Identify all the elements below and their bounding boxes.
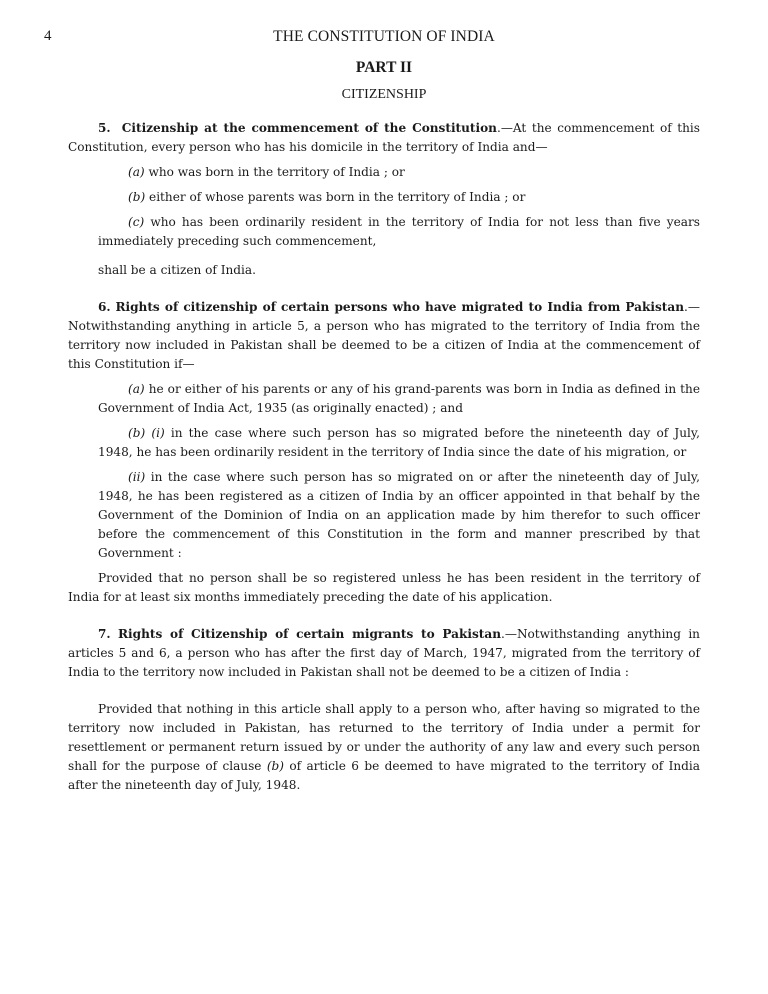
article-5-clause-a <box>68 163 700 182</box>
clause-text: who has been ordinarily resident in the territory of India for not less than five years immediately preceding such commencement, <box>98 215 700 248</box>
proviso-text: of article 6 be deemed to have migrated to the territory of India after the nineteenth day of July, 1948. <box>68 759 701 792</box>
article-5-number: 5. <box>98 121 111 135</box>
clause-label: (b) <box>128 190 146 204</box>
article-5-intro <box>68 119 700 157</box>
clause-label: (c) <box>128 215 145 229</box>
clause-label: (a) <box>128 165 145 179</box>
clause-text: in the case where such person has so migrated on or after the nineteenth day of July, 1948, he has been registered as a citizen of India by an officer appointed in that behalf by the Government of the Dominion of India on an application made by him therefor to such officer before the commencement of this Constitution in the form and manner prescribed by that Government : <box>98 470 700 560</box>
article-7-intro <box>68 625 700 682</box>
article-7-proviso <box>68 700 700 795</box>
article-6-proviso: Provided that no person shall be so registered unless he has been resident in the territory of India for at least six months immediately preceding the date of his application. <box>68 571 700 604</box>
article-7-heading: Rights of Citizenship of certain migrants to Pakistan <box>118 627 501 641</box>
part-title: CITIZENSHIP <box>341 87 427 102</box>
article-7-number: 7. <box>98 627 111 641</box>
running-title: THE CONSTITUTION OF INDIA <box>273 28 495 45</box>
article-6-text: .—Notwithstanding anything in article 5, a person who has migrated to the territory of India from the territory now included in Pakistan shall be deemed to be a citizen of India at the commencement of this Constitution if— <box>68 300 700 371</box>
document-body <box>68 119 700 795</box>
part-heading: PART II <box>355 59 413 76</box>
clause-text: either of whose parents was born in the territory of India ; or <box>145 190 526 204</box>
page-number: 4 <box>44 28 52 44</box>
article-5-clause-b <box>68 188 700 207</box>
subclause-label: (i) <box>151 426 165 440</box>
article-5-closing: shall be a citizen of India. <box>98 263 256 277</box>
article-6-clause-b-i <box>68 424 700 462</box>
clause-text: in the case where such person has so migrated before the nineteenth day of July, 1948, he has been ordinarily resident in the territory of India since the date of his migration, or <box>98 426 700 459</box>
article-7-text: .—Notwithstanding anything in articles 5 and 6, a person who has after the first day of March, 1947, migrated from the territory of India to the territory now included in Pakistan shall not be deemed to be a citizen of India : <box>68 627 700 679</box>
article-6-number: 6. <box>98 300 111 314</box>
clause-text: who was born in the territory of India ; or <box>144 165 405 179</box>
article-6-intro <box>68 298 700 374</box>
proviso-text: Provided that nothing in this article shall apply to a person who, after having so migrated to the territory now included in Pakistan, has returned to the territory of India under a permit for resettlement or permanent return issued by or under the authority of any law and every such person shall for the purpose of clause <box>68 702 700 773</box>
clause-label: (b) <box>128 426 146 440</box>
article-6-clause-b-ii <box>68 468 700 563</box>
article-5-text: .—At the commencement of this Constitution, every person who has his domicile in the territory of India and— <box>68 121 700 154</box>
article-6-heading: Rights of citizenship of certain persons who have migrated to India from Pakistan <box>115 300 685 314</box>
subclause-label: (ii) <box>128 470 146 484</box>
running-header <box>44 28 700 48</box>
clause-label: (b) <box>266 759 284 773</box>
clause-label: (a) <box>128 382 145 396</box>
article-5-heading: Citizenship at the commencement of the Constitution <box>121 121 497 135</box>
clause-text: he or either of his parents or any of his grand-parents was born in India as defined in the Government of India Act, 1935 (as originally enacted) ; and <box>98 382 700 415</box>
article-6-clause-a <box>68 380 700 418</box>
article-5-clause-c <box>68 213 700 251</box>
